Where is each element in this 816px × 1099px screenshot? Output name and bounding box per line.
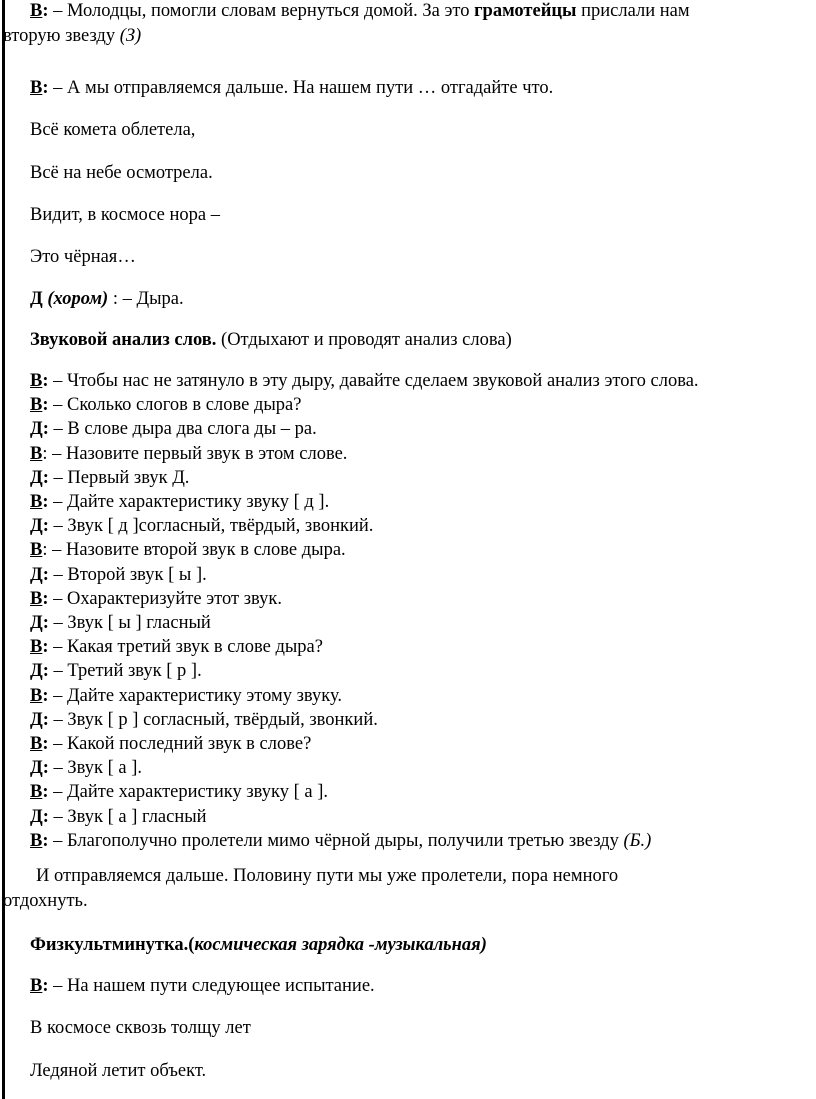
section-heading — [30, 933, 487, 957]
section-note: космическая зарядка -музыкальная) — [194, 935, 487, 955]
dialog-line — [30, 684, 342, 708]
dialog-text: – Третий звук [ р ]. — [48, 661, 202, 681]
dialog-text: – Назовите первый звук в этом слове. — [47, 444, 348, 464]
paragraph-line — [30, 974, 375, 998]
speaker-label: В — [30, 492, 43, 512]
text: вторую звезду — [3, 26, 120, 46]
speaker-colon: : — [42, 1, 49, 21]
dialog-line — [30, 805, 207, 829]
dialog-text: – Какая третий звук в слове дыра? — [48, 637, 323, 657]
speaker-label: В — [30, 637, 43, 657]
dialog-text: – Второй звук [ ы ]. — [48, 565, 207, 585]
speaker-colon: : — [42, 686, 49, 706]
poem-line: Всё комета облетела, — [30, 120, 196, 140]
dialog-line — [30, 780, 328, 804]
speaker-label: Д — [30, 807, 43, 827]
speaker-label: В — [30, 782, 43, 802]
dialog-text: – Сколько слогов в слове дыра? — [48, 395, 302, 415]
dialog-line — [30, 369, 699, 393]
dialog-text: – Звук [ р ] согласный, твёрдый, звонкий. — [48, 710, 378, 730]
speaker-colon: : — [42, 758, 49, 778]
section-title: Физкультминутка.( — [30, 935, 195, 955]
dialog-line — [30, 829, 651, 853]
dialog-text: – Дайте характеристику звуку [ а ]. — [48, 782, 329, 802]
dialog-text: – Чтобы нас не затянуло в эту дыру, давайте сделаем звуковой анализ этого слова. — [48, 371, 699, 391]
speaker-label: Д — [30, 758, 43, 778]
poem-line: Видит, в космосе нора – — [30, 205, 221, 225]
section-title: Звуковой анализ слов. — [30, 330, 217, 350]
speaker-label: Д — [30, 613, 43, 633]
speaker-colon: : — [42, 492, 49, 512]
dialog-text: – Дайте характеристику этому звуку. — [48, 686, 343, 706]
speaker-label: В — [30, 444, 43, 464]
speaker-colon: : — [42, 831, 49, 851]
text: прислали нам — [576, 1, 690, 21]
paragraph-line — [30, 0, 690, 23]
paragraph-line: отдохнуть. — [3, 891, 88, 911]
speaker-colon: : — [42, 661, 49, 681]
section-note: (Отдыхают и проводят анализ слова) — [216, 330, 512, 350]
speaker-label: Д — [30, 468, 43, 488]
dialog-line — [30, 442, 347, 466]
dialog-line — [30, 587, 282, 611]
speaker-colon: : — [42, 78, 49, 98]
speaker-label: В — [30, 589, 43, 609]
dialog-text: – Дайте характеристику звуку [ д ]. — [48, 492, 330, 512]
speaker-colon: : — [42, 565, 49, 585]
dialog-text: – Звук [ а ]. — [48, 758, 143, 778]
speaker-colon: : — [42, 589, 49, 609]
speaker-label: В — [30, 78, 43, 98]
dialog-text: – Назовите второй звук в слове дыра. — [47, 540, 346, 560]
dialog-line — [30, 514, 373, 538]
section-heading — [30, 328, 512, 352]
dialog-text: – Охарактеризуйте этот звук. — [48, 589, 283, 609]
poem-line: Всё на небе осмотрела. — [30, 163, 213, 183]
speaker-label: В — [30, 831, 43, 851]
speaker-label: В — [30, 1, 43, 21]
dialog-line — [30, 756, 142, 780]
page-left-border — [2, 0, 5, 1099]
dialog-line — [30, 563, 207, 587]
speaker-label: В — [30, 734, 43, 754]
speaker-colon: : — [42, 976, 49, 996]
dialog-line — [30, 490, 329, 514]
dialog-text: – Звук [ д ]согласный, твёрдый, звонкий. — [48, 516, 374, 536]
dialog-line — [30, 659, 202, 683]
italic-note: (З) — [119, 26, 142, 46]
speaker-colon: : — [42, 540, 48, 560]
speaker-label: Д — [30, 289, 48, 309]
speaker-colon: : — [42, 613, 49, 633]
speaker-colon: : — [42, 444, 48, 464]
speaker-label: Д — [30, 419, 43, 439]
speaker-label: Д — [30, 565, 43, 585]
dialog-line — [30, 732, 311, 756]
italic-note: (Б.) — [623, 831, 652, 851]
speaker-colon: : — [42, 807, 49, 827]
text: – На нашем пути следующее испытание. — [48, 976, 375, 996]
dialog-text: – Какой последний звук в слове? — [48, 734, 312, 754]
dialog-text: – Звук [ а ] гласный — [48, 807, 207, 827]
dialog-line — [30, 538, 346, 562]
speaker-colon: : — [42, 371, 49, 391]
speaker-label: Д — [30, 516, 43, 536]
speaker-colon: : — [42, 395, 49, 415]
speaker-colon: : — [42, 468, 49, 488]
speaker-label: Д — [30, 710, 43, 730]
speaker-label: В — [30, 540, 43, 560]
dialog-text: – Благополучно пролетели мимо чёрной дыры, получили третью звезду — [48, 831, 624, 851]
dialog-line — [30, 611, 211, 635]
speaker-colon: : — [42, 734, 49, 754]
paragraph-line — [30, 76, 553, 100]
speaker-colon: : — [42, 782, 49, 802]
speaker-colon: : — [42, 516, 49, 536]
poem-line: Ледяной летит объект. — [30, 1061, 207, 1081]
speaker-label: В — [30, 371, 43, 391]
dialog-line — [30, 417, 317, 441]
paragraph-line — [3, 24, 141, 48]
dialog-line — [30, 466, 189, 490]
speaker-colon: : — [42, 710, 49, 730]
speaker-colon: : — [42, 637, 49, 657]
text: – А мы отправляемся дальше. На нашем пути … отгадайте что. — [48, 78, 554, 98]
speaker-label: В — [30, 976, 43, 996]
stage-direction: (хором) — [47, 289, 109, 309]
dialog-line — [30, 393, 301, 417]
dialog-text: – Звук [ ы ] гласный — [48, 613, 211, 633]
dialog-line — [30, 708, 378, 732]
dialog-text: – Первый звук Д. — [48, 468, 190, 488]
speaker-label: Д — [30, 661, 43, 681]
dialog-text: – В слове дыра два слога ды – ра. — [48, 419, 317, 439]
chorus-line — [30, 287, 184, 311]
speaker-label: В — [30, 395, 43, 415]
poem-line: Это чёрная… — [30, 247, 136, 267]
speaker-colon: : — [42, 419, 49, 439]
dialog-line — [30, 635, 323, 659]
text: : – Дыра. — [108, 289, 184, 309]
text: – Молодцы, помогли словам вернуться домой. За это — [48, 1, 475, 21]
paragraph-line: И отправляемся дальше. Половину пути мы уже пролетели, пора немного — [36, 866, 619, 886]
bold-word: грамотейцы — [474, 1, 577, 21]
speaker-label: В — [30, 686, 43, 706]
poem-line: В космосе сквозь толщу лет — [30, 1018, 251, 1038]
